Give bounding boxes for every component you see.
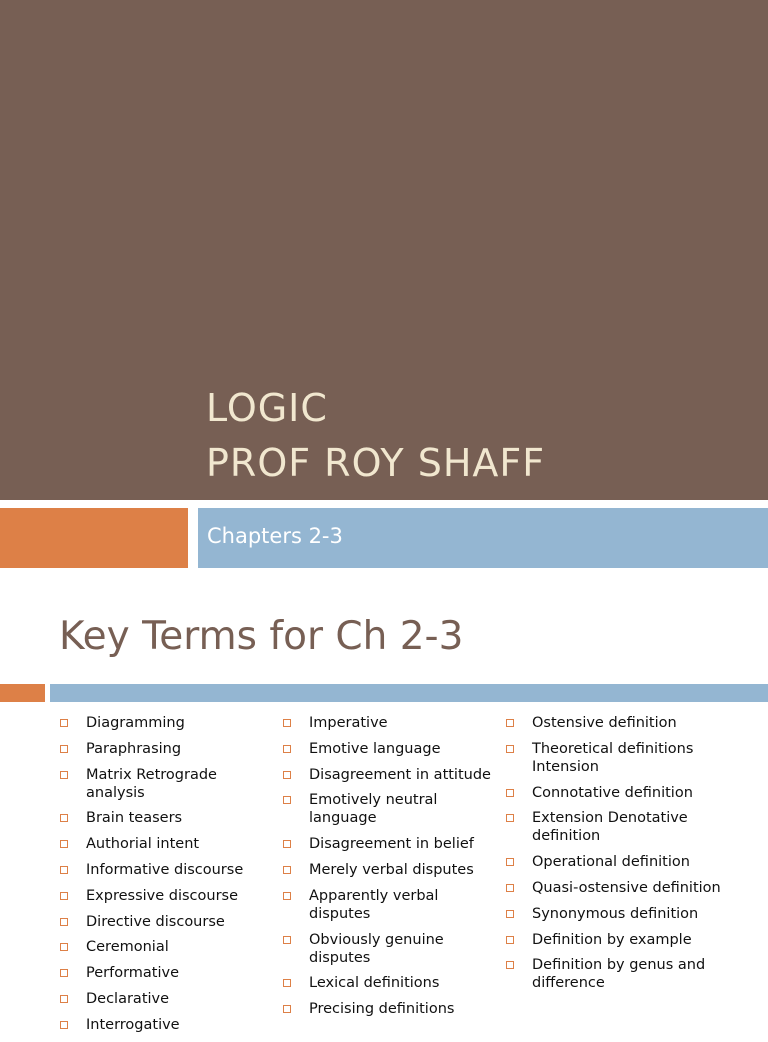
hollow-square-bullet-icon [60,719,68,727]
key-term-text: Informative discourse [86,861,244,878]
key-terms-title: Key Terms for Ch 2-3 [59,614,464,659]
key-term-text: Merely verbal disputes [309,861,474,878]
key-term-item [504,956,754,992]
key-term-text: Emotive language [309,740,441,757]
key-term-item [504,879,754,897]
accent-bar-orange [0,508,188,568]
accent-strip-blue [50,684,768,702]
key-term-item [504,714,754,732]
key-term-item [281,791,501,827]
key-term-text: Definition by example [532,931,692,948]
key-term-item [504,784,754,802]
key-term-text: Ceremonial [86,939,169,956]
key-term-text: Imperative [309,715,388,731]
key-term-text: Theoretical definitions Intension [532,740,694,775]
key-term-item [281,766,501,784]
hollow-square-bullet-icon [60,918,68,926]
slide-subtitle: Chapters 2-3 [207,524,343,548]
hollow-square-bullet-icon [506,789,514,797]
key-term-text: Quasi-ostensive definition [532,879,721,896]
hollow-square-bullet-icon [60,969,68,977]
key-term-text: Diagramming [86,715,185,731]
key-term-item [58,913,273,931]
hollow-square-bullet-icon [283,840,291,848]
key-term-item [281,740,501,758]
key-term-item [281,887,501,923]
hollow-square-bullet-icon [60,892,68,900]
hollow-square-bullet-icon [60,1021,68,1029]
hollow-square-bullet-icon [283,771,291,779]
hollow-square-bullet-icon [283,892,291,900]
key-term-text: Authorial intent [86,836,200,853]
key-term-item [58,964,273,982]
key-term-text: Apparently verbal disputes [309,887,439,922]
hollow-square-bullet-icon [506,719,514,727]
key-term-text: Operational definition [532,854,690,871]
key-term-item [281,714,501,732]
key-term-item [58,887,273,905]
hollow-square-bullet-icon [283,745,291,753]
hollow-square-bullet-icon [506,814,514,822]
key-term-item [58,714,273,732]
key-term-item [58,740,273,758]
key-term-item [58,990,273,1008]
hollow-square-bullet-icon [506,910,514,918]
key-term-item [281,931,501,967]
key-term-text: Lexical definitions [309,975,440,992]
hollow-square-bullet-icon [283,936,291,944]
hollow-square-bullet-icon [283,719,291,727]
hollow-square-bullet-icon [60,943,68,951]
hollow-square-bullet-icon [283,866,291,874]
hollow-square-bullet-icon [60,771,68,779]
key-term-text: Directive discourse [86,913,225,930]
hollow-square-bullet-icon [506,858,514,866]
hollow-square-bullet-icon [283,1005,291,1013]
key-term-text: Ostensive definition [532,715,677,731]
key-term-item [504,740,754,776]
hollow-square-bullet-icon [60,745,68,753]
key-term-item [504,809,754,845]
key-term-item [58,938,273,956]
key-term-text: Expressive discourse [86,887,239,904]
hollow-square-bullet-icon [60,840,68,848]
hollow-square-bullet-icon [60,866,68,874]
key-term-text: Interrogative [86,1016,180,1033]
key-term-text: Obviously genuine disputes [309,931,444,966]
hollow-square-bullet-icon [60,995,68,1003]
hollow-square-bullet-icon [506,961,514,969]
hollow-square-bullet-icon [506,936,514,944]
key-term-item [281,861,501,879]
key-term-item [504,853,754,871]
key-term-text: Disagreement in attitude [309,766,491,783]
key-term-item [504,931,754,949]
key-term-item [281,974,501,992]
key-term-text: Matrix Retrograde analysis [86,766,217,801]
key-term-text: Extension Denotative definition [532,810,688,845]
slide-title-line-1: LOGIC [206,386,328,430]
key-term-text: Synonymous definition [532,905,699,922]
key-term-item [58,835,273,853]
key-term-text: Declarative [86,990,170,1007]
key-term-text: Performative [86,965,180,982]
key-terms-column-3 [504,714,754,1000]
hollow-square-bullet-icon [283,796,291,804]
accent-strip-orange [0,684,45,702]
hollow-square-bullet-icon [506,745,514,753]
key-term-item [281,1000,501,1018]
key-term-item [58,766,273,802]
slide-title-line-2: PROF ROY SHAFF [206,441,546,485]
key-terms-column-2 [281,714,501,1026]
hollow-square-bullet-icon [283,979,291,987]
key-term-text: Connotative definition [532,784,693,801]
key-term-item [58,861,273,879]
hollow-square-bullet-icon [506,884,514,892]
key-term-item [58,809,273,827]
key-term-text: Definition by genus and difference [532,957,706,992]
key-term-text: Paraphrasing [86,740,182,757]
key-term-text: Brain teasers [86,810,183,827]
title-slide [0,0,768,500]
key-term-item [504,905,754,923]
hollow-square-bullet-icon [60,814,68,822]
key-term-text: Emotively neutral language [309,792,438,827]
key-term-item [281,835,501,853]
key-term-item [58,1016,273,1034]
key-term-text: Disagreement in belief [309,836,474,853]
key-term-text: Precising definitions [309,1001,455,1018]
key-terms-column-1 [58,714,273,1042]
